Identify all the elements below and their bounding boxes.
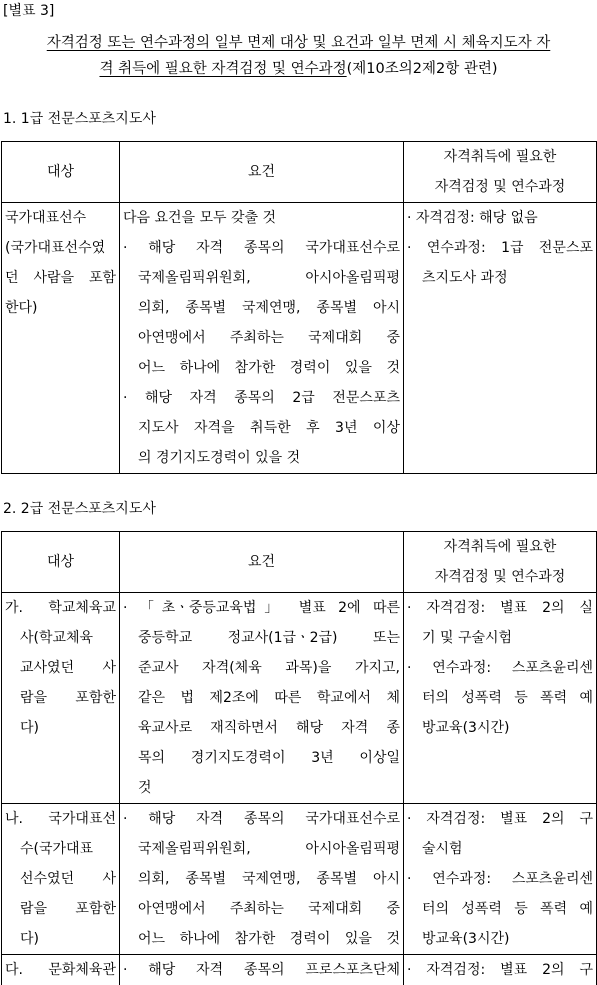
target-line: 람을 포함한 bbox=[20, 690, 116, 706]
section-1-heading: 1. 1급 전문스포츠지도사 bbox=[3, 111, 156, 127]
needed-line: · 자격검정: 해당 없음 bbox=[407, 210, 538, 226]
target-line: 수(국가대표 bbox=[20, 841, 94, 857]
appendix-label: [별표 3] bbox=[3, 3, 55, 19]
needed-line: 방교육(3시간) bbox=[422, 931, 510, 947]
requirement-line: 목의 경기지도경력이 3년 이상일 bbox=[138, 750, 400, 766]
section-2-heading: 2. 2급 전문스포츠지도사 bbox=[3, 501, 156, 517]
header-requirement: 요건 bbox=[120, 142, 404, 203]
header-requirement: 요건 bbox=[120, 532, 404, 593]
table-row bbox=[2, 203, 597, 474]
target-line: 다. 문화체육관 bbox=[5, 962, 116, 978]
target-line: 나. 국가대표선 bbox=[5, 811, 116, 827]
needed-line: · 자격검정: 별표 2의 구 bbox=[407, 962, 593, 978]
table-header-row bbox=[2, 142, 597, 203]
requirement-line: 육교사로 재직하면서 해당 자격 종 bbox=[138, 720, 400, 736]
requirement-line: 어느 하나에 참가한 경력이 있을 것 bbox=[138, 360, 400, 376]
needed-line: 터의 성폭력 등 폭력 예 bbox=[422, 690, 593, 706]
title-line-2 bbox=[0, 56, 597, 82]
needed-line: 술시험 bbox=[422, 841, 463, 857]
target-line: 국가대표선수 bbox=[5, 210, 87, 226]
requirement-line: · 해당 자격 종목의 프로스포츠단체 bbox=[123, 962, 400, 978]
header-needed-line-1: 자격취득에 필요한 bbox=[443, 149, 557, 165]
needed-line: · 연수과정: 스포츠윤리센 bbox=[407, 871, 593, 887]
section-2-table bbox=[1, 531, 597, 985]
header-target: 대상 bbox=[2, 142, 120, 203]
cell-needed bbox=[404, 804, 597, 955]
cell-needed bbox=[404, 593, 597, 804]
header-needed-line-1: 자격취득에 필요한 bbox=[443, 539, 557, 555]
table-row bbox=[2, 955, 597, 985]
needed-line: · 연수과정: 1급 전문스포 bbox=[407, 240, 593, 256]
requirement-line: 의 경기지도경력이 있을 것 bbox=[138, 450, 301, 466]
requirement-line: 의회, 종목별 국제연맹, 종목별 아시 bbox=[138, 871, 400, 887]
cell-needed bbox=[404, 203, 597, 474]
cell-requirement bbox=[120, 203, 404, 474]
requirement-line: 다음 요건을 모두 갖출 것 bbox=[123, 210, 277, 226]
cell-target bbox=[2, 203, 120, 474]
cell-target bbox=[2, 955, 120, 985]
title-line-1: 자격검정 또는 연수과정의 일부 면제 대상 및 요건과 일부 면제 시 체육지도자 자 bbox=[46, 35, 551, 51]
needed-line: 터의 성폭력 등 폭력 예 bbox=[422, 901, 593, 917]
requirement-line: · 해당 자격 종목의 2급 전문스포츠 bbox=[123, 390, 400, 406]
target-line: 가. 학교체육교 bbox=[5, 600, 116, 616]
requirement-line: 중등학교 정교사(1급ㆍ2급) 또는 bbox=[138, 630, 400, 646]
document-title bbox=[0, 30, 597, 82]
cell-requirement-clip bbox=[123, 955, 400, 985]
target-line: 다) bbox=[20, 720, 39, 736]
table-header-row bbox=[2, 532, 597, 593]
header-needed-line-2: 자격검정 및 연수과정 bbox=[434, 179, 566, 195]
cell-target bbox=[2, 804, 120, 955]
requirement-line: 준교사 자격(체육 과목)을 가지고, bbox=[138, 660, 400, 676]
requirement-line: 아연맹에서 주최하는 국제대회 중 bbox=[138, 330, 400, 346]
requirement-line: 의회, 종목별 국제연맹, 종목별 아시 bbox=[138, 300, 400, 316]
target-line: (국가대표선수였 bbox=[5, 240, 106, 256]
section-1-table bbox=[1, 141, 597, 474]
target-line: 한다) bbox=[5, 300, 38, 316]
target-line: 사(학교체육 bbox=[20, 630, 94, 646]
cell-target-clip bbox=[5, 955, 116, 985]
requirement-line: 같은 법 제2조에 따른 학교에서 체 bbox=[138, 690, 400, 706]
target-line: 던 사람을 포함 bbox=[5, 270, 116, 286]
requirement-line: · 해당 자격 종목의 국가대표선수로 bbox=[123, 240, 400, 256]
cell-needed-clip bbox=[407, 955, 593, 985]
target-line: 람을 포함한 bbox=[20, 901, 116, 917]
target-line: 선수였던 사 bbox=[20, 871, 116, 887]
needed-line: · 연수과정: 스포츠윤리센 bbox=[407, 660, 593, 676]
needed-line: · 자격검정: 별표 2의 실 bbox=[407, 600, 593, 616]
header-needed-line-2: 자격검정 및 연수과정 bbox=[434, 569, 566, 585]
cell-needed bbox=[404, 955, 597, 985]
cell-requirement bbox=[120, 804, 404, 955]
needed-line: 기 및 구술시험 bbox=[422, 630, 513, 646]
requirement-line: 국제올림픽위원회, 아시아올림픽평 bbox=[138, 270, 400, 286]
title-line-2-rest: (제10조의2제2항 관련) bbox=[346, 61, 498, 77]
cell-requirement bbox=[120, 593, 404, 804]
header-needed bbox=[404, 142, 597, 203]
target-line: 교사였던 사 bbox=[20, 660, 116, 676]
target-line: 다) bbox=[20, 931, 39, 947]
needed-line: 방교육(3시간) bbox=[422, 720, 510, 736]
needed-line: · 자격검정: 별표 2의 구 bbox=[407, 811, 593, 827]
cell-target bbox=[2, 593, 120, 804]
cell-requirement bbox=[120, 955, 404, 985]
requirement-line: 어느 하나에 참가한 경력이 있을 것 bbox=[138, 931, 400, 947]
requirement-line: · 「초ㆍ중등교육법」 별표 2에 따른 bbox=[123, 600, 400, 616]
header-needed bbox=[404, 532, 597, 593]
requirement-line: 것 bbox=[138, 780, 152, 796]
requirement-line: 아연맹에서 주최하는 국제대회 중 bbox=[138, 901, 400, 917]
table-row bbox=[2, 804, 597, 955]
needed-line: 츠지도사 과정 bbox=[422, 270, 508, 286]
header-target: 대상 bbox=[2, 532, 120, 593]
requirement-line: · 해당 자격 종목의 국가대표선수로 bbox=[123, 811, 400, 827]
requirement-line: 지도사 자격을 취득한 후 3년 이상 bbox=[138, 420, 400, 436]
table-row bbox=[2, 593, 597, 804]
title-line-2-underlined: 격 취득에 필요한 자격검정 및 연수과정 bbox=[99, 61, 347, 77]
requirement-line: 국제올림픽위원회, 아시아올림픽평 bbox=[138, 841, 400, 857]
